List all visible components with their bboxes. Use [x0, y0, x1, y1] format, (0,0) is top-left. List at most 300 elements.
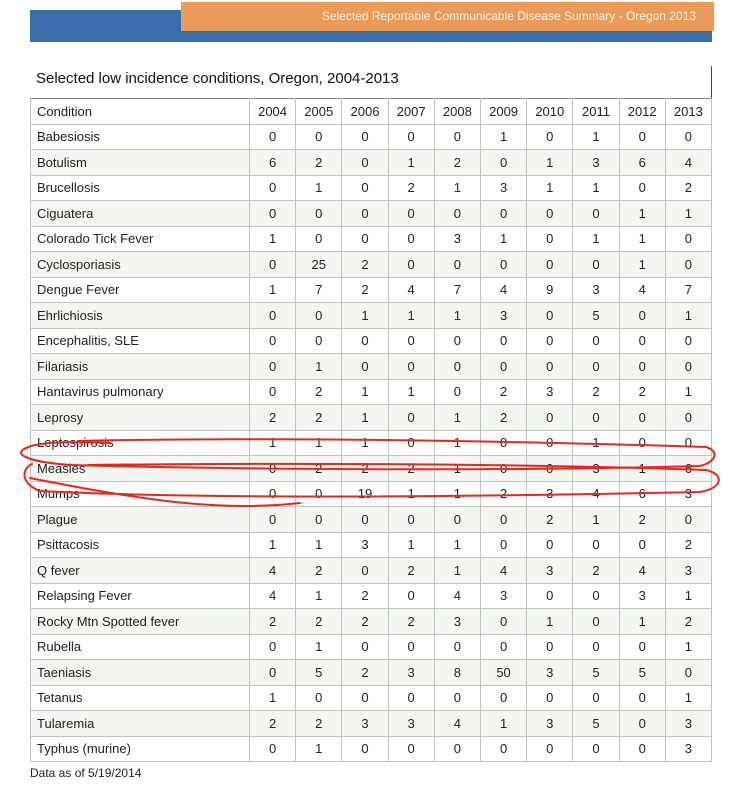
case-count-cell: 0 — [619, 354, 665, 380]
table-row — [31, 226, 712, 252]
case-count-cell: 2 — [480, 481, 526, 507]
case-count-cell: 6 — [665, 456, 711, 482]
table-row — [31, 609, 712, 635]
case-count-cell: 0 — [527, 354, 573, 380]
table-row — [31, 252, 712, 278]
case-count-cell: 2 — [296, 379, 342, 405]
case-count-cell: 3 — [573, 150, 619, 176]
case-count-cell: 0 — [342, 558, 388, 584]
case-count-cell: 0 — [434, 379, 480, 405]
column-header-year: 2013 — [665, 99, 711, 125]
case-count-cell: 1 — [388, 481, 434, 507]
case-count-cell: 0 — [249, 328, 295, 354]
case-count-cell: 0 — [527, 303, 573, 329]
case-count-cell: 1 — [665, 634, 711, 660]
case-count-cell: 0 — [434, 354, 480, 380]
case-count-cell: 0 — [619, 532, 665, 558]
case-count-cell: 0 — [480, 150, 526, 176]
condition-name-cell: Leprosy — [31, 405, 250, 431]
case-count-cell: 2 — [388, 609, 434, 635]
case-count-cell: 3 — [388, 660, 434, 686]
table-row — [31, 507, 712, 533]
case-count-cell: 0 — [249, 507, 295, 533]
case-count-cell: 0 — [619, 303, 665, 329]
case-count-cell: 0 — [342, 124, 388, 150]
condition-name-cell: Rocky Mtn Spotted fever — [31, 609, 250, 635]
case-count-cell: 0 — [527, 634, 573, 660]
case-count-cell: 5 — [573, 303, 619, 329]
column-header-year: 2006 — [342, 99, 388, 125]
condition-name-cell: Dengue Fever — [31, 277, 250, 303]
case-count-cell: 0 — [342, 507, 388, 533]
case-count-cell: 2 — [296, 609, 342, 635]
case-count-cell: 0 — [480, 532, 526, 558]
case-count-cell: 1 — [388, 532, 434, 558]
case-count-cell: 0 — [665, 226, 711, 252]
case-count-cell: 2 — [665, 609, 711, 635]
table-row — [31, 634, 712, 660]
case-count-cell: 0 — [249, 379, 295, 405]
case-count-cell: 2 — [434, 150, 480, 176]
case-count-cell: 0 — [665, 328, 711, 354]
case-count-cell: 0 — [480, 456, 526, 482]
case-count-cell: 0 — [480, 736, 526, 762]
case-count-cell: 0 — [619, 711, 665, 737]
case-count-cell: 6 — [619, 481, 665, 507]
case-count-cell: 0 — [342, 150, 388, 176]
case-count-cell: 3 — [573, 456, 619, 482]
case-count-cell: 0 — [342, 175, 388, 201]
case-count-cell: 0 — [480, 201, 526, 227]
case-count-cell: 1 — [434, 532, 480, 558]
case-count-cell: 0 — [665, 430, 711, 456]
case-count-cell: 0 — [388, 226, 434, 252]
table-row — [31, 405, 712, 431]
case-count-cell: 1 — [296, 532, 342, 558]
case-count-cell: 0 — [527, 532, 573, 558]
case-count-cell: 4 — [619, 558, 665, 584]
case-count-cell: 2 — [665, 175, 711, 201]
case-count-cell: 2 — [480, 405, 526, 431]
column-header-year: 2005 — [296, 99, 342, 125]
case-count-cell: 0 — [434, 201, 480, 227]
case-count-cell: 0 — [296, 481, 342, 507]
case-count-cell: 0 — [527, 252, 573, 278]
case-count-cell: 0 — [388, 405, 434, 431]
case-count-cell: 5 — [619, 660, 665, 686]
case-count-cell: 0 — [573, 328, 619, 354]
table-row — [31, 711, 712, 737]
case-count-cell: 9 — [527, 277, 573, 303]
case-count-cell: 0 — [480, 354, 526, 380]
case-count-cell: 0 — [527, 430, 573, 456]
case-count-cell: 0 — [527, 226, 573, 252]
case-count-cell: 0 — [480, 252, 526, 278]
case-count-cell: 3 — [480, 303, 526, 329]
case-count-cell: 1 — [388, 303, 434, 329]
case-count-cell: 0 — [342, 736, 388, 762]
condition-name-cell: Mumps — [31, 481, 250, 507]
case-count-cell: 3 — [527, 481, 573, 507]
case-count-cell: 2 — [388, 558, 434, 584]
case-count-cell: 4 — [665, 150, 711, 176]
condition-name-cell: Ehrlichiosis — [31, 303, 250, 329]
case-count-cell: 7 — [665, 277, 711, 303]
case-count-cell: 3 — [527, 558, 573, 584]
column-header-year: 2012 — [619, 99, 665, 125]
case-count-cell: 25 — [296, 252, 342, 278]
case-count-cell: 1 — [665, 583, 711, 609]
case-count-cell: 0 — [573, 609, 619, 635]
case-count-cell: 0 — [619, 124, 665, 150]
condition-name-cell: Hantavirus pulmonary — [31, 379, 250, 405]
condition-name-cell: Relapsing Fever — [31, 583, 250, 609]
case-count-cell: 0 — [480, 507, 526, 533]
case-count-cell: 0 — [665, 252, 711, 278]
case-count-cell: 3 — [665, 736, 711, 762]
case-count-cell: 1 — [388, 150, 434, 176]
condition-name-cell: Q fever — [31, 558, 250, 584]
case-count-cell: 2 — [527, 507, 573, 533]
case-count-cell: 0 — [249, 634, 295, 660]
case-count-cell: 0 — [573, 354, 619, 380]
condition-name-cell: Plague — [31, 507, 250, 533]
case-count-cell: 8 — [434, 660, 480, 686]
case-count-cell: 2 — [342, 252, 388, 278]
case-count-cell: 2 — [342, 609, 388, 635]
case-count-cell: 1 — [665, 685, 711, 711]
case-count-cell: 1 — [249, 277, 295, 303]
case-count-cell: 0 — [296, 328, 342, 354]
case-count-cell: 1 — [434, 405, 480, 431]
case-count-cell: 2 — [619, 379, 665, 405]
case-count-cell: 0 — [296, 303, 342, 329]
table-row — [31, 736, 712, 762]
case-count-cell: 5 — [573, 711, 619, 737]
case-count-cell: 0 — [434, 124, 480, 150]
case-count-cell: 2 — [342, 660, 388, 686]
case-count-cell: 3 — [527, 379, 573, 405]
case-count-cell: 4 — [249, 583, 295, 609]
case-count-cell: 0 — [527, 405, 573, 431]
table-row — [31, 660, 712, 686]
table-row — [31, 201, 712, 227]
table-row — [31, 303, 712, 329]
case-count-cell: 5 — [296, 660, 342, 686]
case-count-cell: 0 — [388, 583, 434, 609]
case-count-cell: 4 — [388, 277, 434, 303]
case-count-cell: 0 — [527, 124, 573, 150]
case-count-cell: 0 — [388, 430, 434, 456]
case-count-cell: 0 — [296, 507, 342, 533]
column-header-year: 2004 — [249, 99, 295, 125]
column-header-year: 2010 — [527, 99, 573, 125]
table-title: Selected low incidence conditions, Oregon, 2004-2013 — [36, 70, 399, 87]
case-count-cell: 3 — [342, 532, 388, 558]
case-count-cell: 1 — [249, 430, 295, 456]
case-count-cell: 3 — [619, 583, 665, 609]
condition-name-cell: Cyclosporiasis — [31, 252, 250, 278]
case-count-cell: 1 — [480, 124, 526, 150]
condition-name-cell: Leptospirosis — [31, 430, 250, 456]
case-count-cell: 4 — [480, 558, 526, 584]
case-count-cell: 0 — [388, 685, 434, 711]
case-count-cell: 0 — [434, 685, 480, 711]
case-count-cell: 0 — [249, 456, 295, 482]
case-count-cell: 1 — [573, 226, 619, 252]
case-count-cell: 1 — [665, 303, 711, 329]
case-count-cell: 50 — [480, 660, 526, 686]
table-row — [31, 481, 712, 507]
case-count-cell: 0 — [249, 124, 295, 150]
case-count-cell: 2 — [665, 532, 711, 558]
case-count-cell: 0 — [296, 201, 342, 227]
case-count-cell: 0 — [665, 405, 711, 431]
case-count-cell: 1 — [527, 175, 573, 201]
case-count-cell: 4 — [480, 277, 526, 303]
case-count-cell: 2 — [619, 507, 665, 533]
case-count-cell: 2 — [573, 558, 619, 584]
data-table — [30, 98, 712, 762]
case-count-cell: 0 — [388, 252, 434, 278]
table-row — [31, 175, 712, 201]
case-count-cell: 0 — [527, 456, 573, 482]
case-count-cell: 0 — [342, 226, 388, 252]
column-header-year: 2009 — [480, 99, 526, 125]
case-count-cell: 0 — [388, 201, 434, 227]
case-count-cell: 1 — [296, 430, 342, 456]
table-row — [31, 277, 712, 303]
case-count-cell: 0 — [619, 685, 665, 711]
column-header-condition: Condition — [31, 99, 250, 125]
case-count-cell: 0 — [573, 736, 619, 762]
case-count-cell: 4 — [619, 277, 665, 303]
case-count-cell: 1 — [480, 711, 526, 737]
case-count-cell: 1 — [480, 226, 526, 252]
case-count-cell: 0 — [619, 430, 665, 456]
case-count-cell: 7 — [434, 277, 480, 303]
case-count-cell: 0 — [527, 685, 573, 711]
table-row — [31, 354, 712, 380]
case-count-cell: 1 — [249, 532, 295, 558]
case-count-cell: 0 — [249, 252, 295, 278]
case-count-cell: 0 — [619, 175, 665, 201]
case-count-cell: 0 — [434, 507, 480, 533]
case-count-cell: 5 — [573, 660, 619, 686]
case-count-cell: 0 — [249, 736, 295, 762]
case-count-cell: 1 — [296, 583, 342, 609]
case-count-cell: 3 — [388, 711, 434, 737]
case-count-cell: 0 — [480, 685, 526, 711]
case-count-cell: 0 — [342, 328, 388, 354]
table-row — [31, 558, 712, 584]
condition-name-cell: Measles — [31, 456, 250, 482]
case-count-cell: 2 — [342, 277, 388, 303]
condition-name-cell: Ciguatera — [31, 201, 250, 227]
column-header-year: 2011 — [573, 99, 619, 125]
case-count-cell: 6 — [249, 150, 295, 176]
case-count-cell: 0 — [388, 328, 434, 354]
condition-name-cell: Botulism — [31, 150, 250, 176]
case-count-cell: 1 — [342, 379, 388, 405]
column-header-year: 2007 — [388, 99, 434, 125]
case-count-cell: 1 — [296, 736, 342, 762]
condition-name-cell: Tetanus — [31, 685, 250, 711]
data-date-note: Data as of 5/19/2014 — [30, 766, 142, 780]
case-count-cell: 0 — [342, 685, 388, 711]
case-count-cell: 7 — [296, 277, 342, 303]
table-row — [31, 430, 712, 456]
case-count-cell: 1 — [573, 175, 619, 201]
case-count-cell: 1 — [527, 150, 573, 176]
case-count-cell: 3 — [480, 583, 526, 609]
table-row — [31, 124, 712, 150]
case-count-cell: 1 — [527, 609, 573, 635]
case-count-cell: 0 — [388, 124, 434, 150]
case-count-cell: 2 — [296, 558, 342, 584]
case-count-cell: 0 — [434, 328, 480, 354]
case-count-cell: 3 — [527, 660, 573, 686]
case-count-cell: 0 — [296, 226, 342, 252]
case-count-cell: 2 — [296, 150, 342, 176]
case-count-cell: 0 — [527, 201, 573, 227]
case-count-cell: 3 — [573, 277, 619, 303]
case-count-cell: 6 — [619, 150, 665, 176]
case-count-cell: 0 — [249, 660, 295, 686]
case-count-cell: 0 — [388, 634, 434, 660]
table-row — [31, 583, 712, 609]
case-count-cell: 1 — [434, 558, 480, 584]
case-count-cell: 1 — [434, 456, 480, 482]
case-count-cell: 1 — [388, 379, 434, 405]
case-count-cell: 0 — [619, 405, 665, 431]
case-count-cell: 0 — [665, 124, 711, 150]
case-count-cell: 0 — [480, 634, 526, 660]
case-count-cell: 3 — [665, 711, 711, 737]
case-count-cell: 3 — [342, 711, 388, 737]
condition-name-cell: Typhus (murine) — [31, 736, 250, 762]
condition-name-cell: Taeniasis — [31, 660, 250, 686]
banner-title: Selected Reportable Communicable Disease Summary - Oregon 2013 — [181, 2, 714, 31]
case-count-cell: 0 — [527, 583, 573, 609]
case-count-cell: 2 — [249, 609, 295, 635]
case-count-cell: 0 — [249, 303, 295, 329]
case-count-cell: 0 — [480, 430, 526, 456]
case-count-cell: 1 — [342, 430, 388, 456]
case-count-cell: 1 — [434, 175, 480, 201]
case-count-cell: 1 — [296, 634, 342, 660]
case-count-cell: 1 — [665, 379, 711, 405]
case-count-cell: 1 — [619, 226, 665, 252]
case-count-cell: 3 — [665, 558, 711, 584]
case-count-cell: 1 — [434, 481, 480, 507]
case-count-cell: 0 — [619, 634, 665, 660]
case-count-cell: 2 — [388, 175, 434, 201]
case-count-cell: 3 — [434, 226, 480, 252]
case-count-cell: 2 — [342, 456, 388, 482]
case-count-cell: 1 — [342, 405, 388, 431]
table-row — [31, 685, 712, 711]
case-count-cell: 0 — [573, 405, 619, 431]
table-row — [31, 379, 712, 405]
case-count-cell: 2 — [388, 456, 434, 482]
case-count-cell: 3 — [480, 175, 526, 201]
case-count-cell: 2 — [296, 711, 342, 737]
case-count-cell: 0 — [388, 507, 434, 533]
case-count-cell: 1 — [619, 456, 665, 482]
case-count-cell: 2 — [249, 711, 295, 737]
case-count-cell: 1 — [573, 124, 619, 150]
case-count-cell: 0 — [573, 201, 619, 227]
condition-name-cell: Encephalitis, SLE — [31, 328, 250, 354]
table-header-row — [31, 99, 712, 125]
case-count-cell: 1 — [573, 507, 619, 533]
case-count-cell: 0 — [249, 481, 295, 507]
case-count-cell: 1 — [249, 226, 295, 252]
case-count-cell: 3 — [527, 711, 573, 737]
case-count-cell: 2 — [296, 456, 342, 482]
case-count-cell: 0 — [296, 124, 342, 150]
table-row — [31, 150, 712, 176]
case-count-cell: 19 — [342, 481, 388, 507]
case-count-cell: 0 — [619, 736, 665, 762]
case-count-cell: 4 — [249, 558, 295, 584]
case-count-cell: 2 — [480, 379, 526, 405]
case-count-cell: 0 — [434, 634, 480, 660]
case-count-cell: 3 — [665, 481, 711, 507]
case-count-cell: 4 — [434, 711, 480, 737]
case-count-cell: 0 — [249, 201, 295, 227]
case-count-cell: 0 — [480, 328, 526, 354]
case-count-cell: 0 — [388, 354, 434, 380]
case-count-cell: 0 — [249, 175, 295, 201]
case-count-cell: 1 — [619, 252, 665, 278]
case-count-cell: 0 — [296, 685, 342, 711]
case-count-cell: 1 — [434, 430, 480, 456]
case-count-cell: 4 — [573, 481, 619, 507]
case-count-cell: 0 — [573, 252, 619, 278]
case-count-cell: 0 — [665, 507, 711, 533]
condition-name-cell: Rubella — [31, 634, 250, 660]
case-count-cell: 1 — [619, 609, 665, 635]
case-count-cell: 2 — [342, 583, 388, 609]
case-count-cell: 0 — [573, 685, 619, 711]
case-count-cell: 0 — [342, 634, 388, 660]
case-count-cell: 2 — [573, 379, 619, 405]
case-count-cell: 1 — [296, 175, 342, 201]
condition-name-cell: Tularemia — [31, 711, 250, 737]
case-count-cell: 3 — [434, 609, 480, 635]
case-count-cell: 1 — [573, 430, 619, 456]
table-row — [31, 456, 712, 482]
case-count-cell: 0 — [434, 252, 480, 278]
case-count-cell: 0 — [527, 328, 573, 354]
condition-name-cell: Filariasis — [31, 354, 250, 380]
condition-name-cell: Psittacosis — [31, 532, 250, 558]
case-count-cell: 0 — [573, 634, 619, 660]
case-count-cell: 0 — [573, 583, 619, 609]
case-count-cell: 1 — [434, 303, 480, 329]
table-row — [31, 328, 712, 354]
table-row — [31, 532, 712, 558]
case-count-cell: 0 — [249, 354, 295, 380]
column-header-year: 2008 — [434, 99, 480, 125]
case-count-cell: 2 — [249, 405, 295, 431]
condition-name-cell: Babesiosis — [31, 124, 250, 150]
case-count-cell: 0 — [527, 736, 573, 762]
case-count-cell: 0 — [388, 736, 434, 762]
case-count-cell: 0 — [480, 609, 526, 635]
